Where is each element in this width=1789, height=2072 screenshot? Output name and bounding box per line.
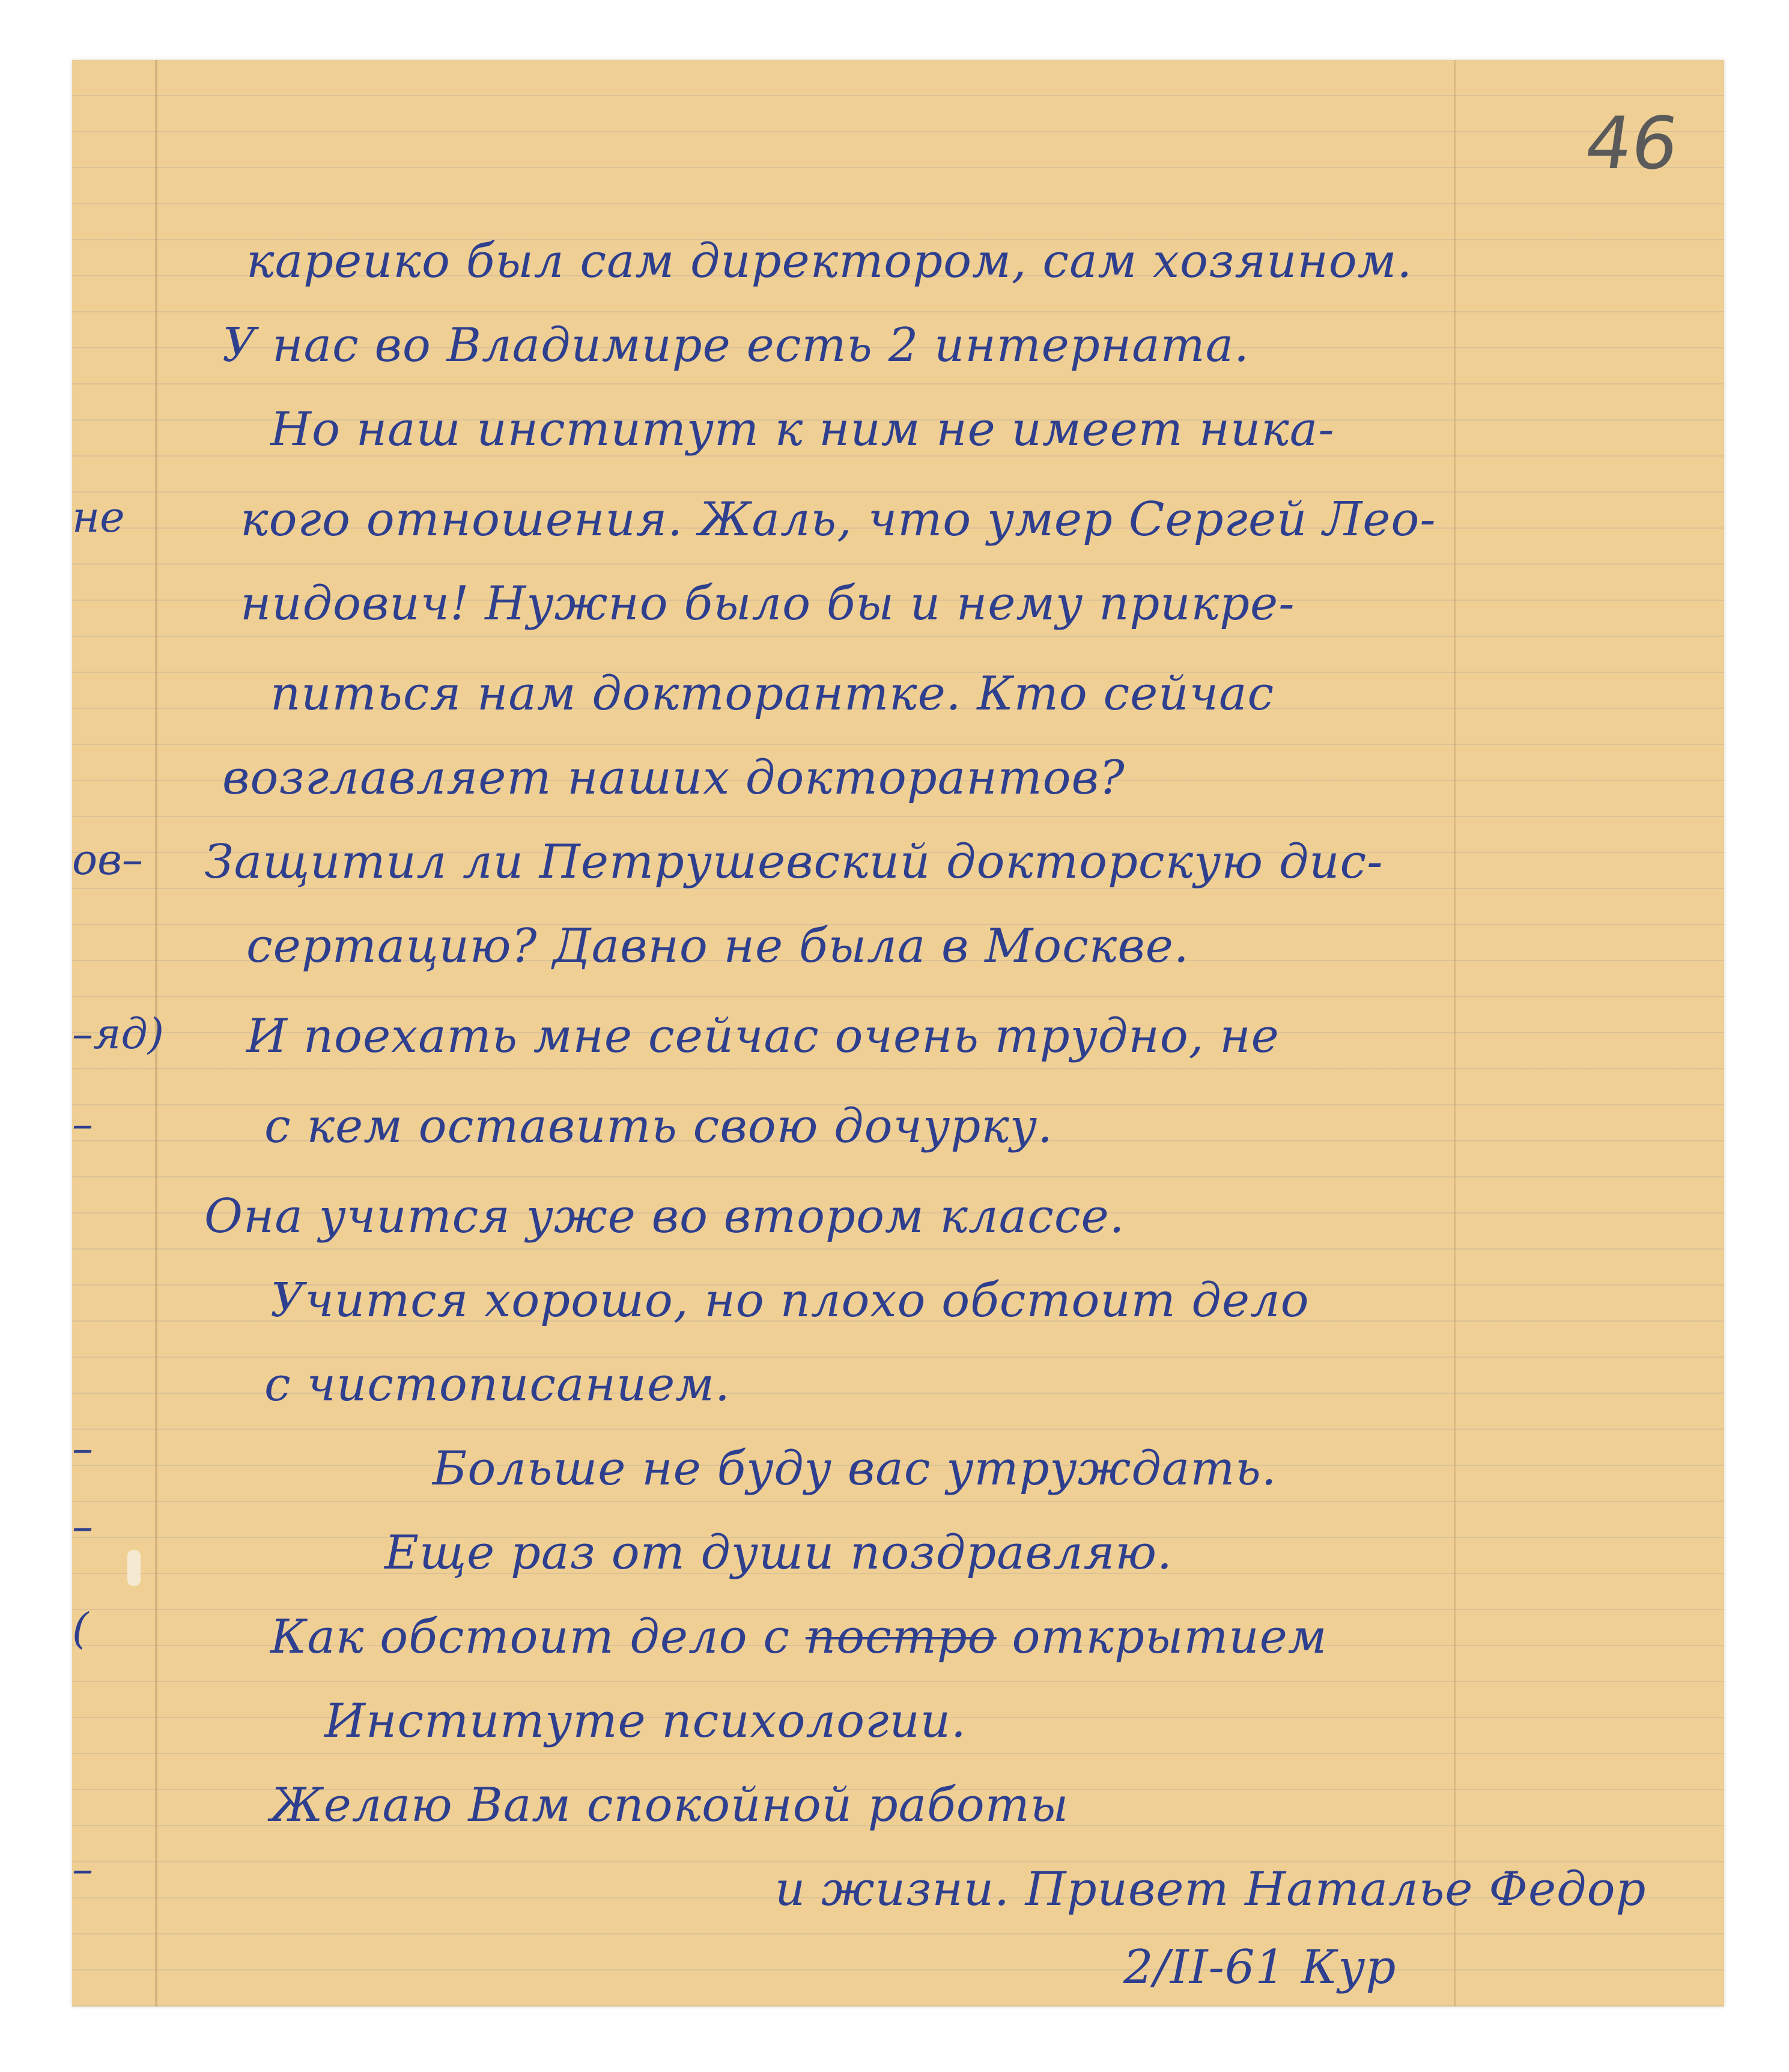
margin-fragment: ( xyxy=(72,1604,89,1653)
margin-fragment: – xyxy=(72,1424,93,1473)
text-line: Учится хорошо, но плохо обстоит дело xyxy=(270,1274,1310,1328)
struck-word: постро xyxy=(805,1610,997,1664)
text-line: питься нам докторантке. Кто сейчас xyxy=(270,667,1275,721)
text-line xyxy=(270,1610,1327,1664)
text-line: и жизни. Привет Наталье Федор xyxy=(775,1862,1647,1916)
text-line: Институте психологии. xyxy=(324,1694,967,1748)
text-line: Желаю Вам спокойной работы xyxy=(270,1778,1069,1832)
text-fragment: открытием xyxy=(1012,1610,1328,1664)
text-line: Защитил ли Петрушевский докторскую дис- xyxy=(204,835,1384,889)
text-line: Больше не буду вас утруждать. xyxy=(433,1442,1277,1496)
text-line: У нас во Владимире есть 2 интерната. xyxy=(222,318,1250,372)
margin-fragment: –яд) xyxy=(72,1009,165,1059)
margin-fragment: не xyxy=(72,493,125,542)
margin-fragment: – xyxy=(72,1502,93,1551)
text-line: кого отношения. Жаль, что умер Сергей Лео- xyxy=(240,493,1436,547)
text-line: с чистописанием. xyxy=(264,1358,730,1412)
text-line: И поехать мне сейчас очень трудно, не xyxy=(246,1009,1280,1063)
text-line: кареико был сам директором, сам хозяином. xyxy=(246,234,1413,288)
letter-page xyxy=(72,60,1724,2007)
text-line: с кем оставить свою дочурку. xyxy=(264,1099,1053,1153)
page-number: 46 xyxy=(1580,102,1684,186)
text-line: Она учится уже во втором классе. xyxy=(204,1189,1125,1244)
text-line: нидович! Нужно было бы и нему прикре- xyxy=(240,577,1295,631)
text-line: сертацию? Давно не была в Москве. xyxy=(246,919,1189,973)
text-fragment: Как обстоит дело с xyxy=(270,1610,791,1664)
text-line: возглавляет наших докторантов? xyxy=(222,751,1125,805)
margin-fragment: – xyxy=(72,1099,93,1149)
margin-fragment: ов– xyxy=(72,835,143,884)
margin-line xyxy=(1454,60,1456,2007)
margin-fragment: – xyxy=(72,1844,93,1894)
text-line: Но наш институт к ним не имеет ника- xyxy=(270,403,1335,457)
date-signature: 2/II-61 Кур xyxy=(1123,1940,1397,1995)
paper-tear-mark xyxy=(127,1550,141,1586)
text-line: Еще раз от души поздравляю. xyxy=(384,1526,1173,1580)
